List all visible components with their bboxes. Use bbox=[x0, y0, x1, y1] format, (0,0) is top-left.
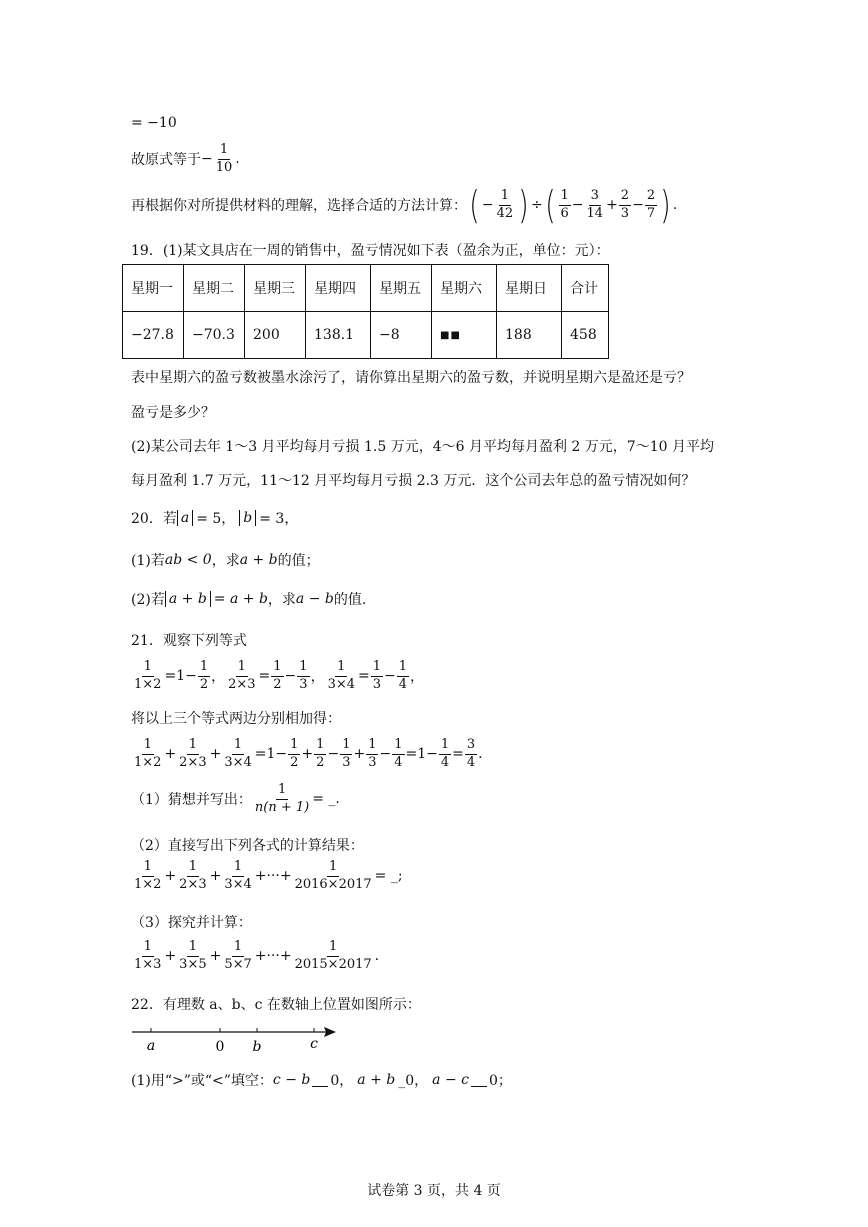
label-0: 0 bbox=[215, 1039, 225, 1055]
fraction: $\frac{1}{3}$ bbox=[368, 737, 377, 770]
minus: − bbox=[379, 746, 392, 763]
left-paren: ( bbox=[544, 183, 556, 227]
fraction: $\frac{1}{3}$ bbox=[342, 737, 351, 770]
table-header-row bbox=[123, 265, 609, 312]
q19-p1-line1: 表中星期六的盈亏数被墨水涂污了，请你算出星期六的盈亏数，并说明星期六是盈还是亏？ bbox=[131, 370, 691, 386]
comma: ， bbox=[310, 669, 325, 686]
minus-sign: − bbox=[201, 151, 213, 168]
q20-p1-mid: ，求 bbox=[211, 553, 240, 569]
fraction: $\frac{1}{2}$ bbox=[290, 737, 299, 770]
conclusion-line bbox=[131, 143, 240, 176]
abs-b: b bbox=[239, 510, 256, 526]
fraction: $\frac{1}{2\times 3}$ bbox=[179, 859, 207, 892]
answer-blank[interactable] bbox=[312, 1074, 328, 1087]
comma: ， bbox=[211, 669, 226, 686]
page-footer: 试卷第 3 页，共 4 页 bbox=[367, 1183, 501, 1199]
fraction: $\frac{1}{1\times 2}$ bbox=[134, 737, 162, 770]
table-header-cell: 星期六 bbox=[432, 265, 497, 312]
fraction: $\frac{1}{n(n + 1)}$ bbox=[254, 782, 310, 815]
expr: =1− bbox=[164, 668, 197, 685]
fraction: $\frac{1}{10}$ bbox=[215, 142, 233, 175]
division-sign: ÷ bbox=[530, 197, 543, 213]
expr: =1− bbox=[405, 746, 438, 763]
fraction: $\frac{1}{2016\times 2017}$ bbox=[294, 859, 372, 892]
equals-five: = 5， bbox=[196, 511, 236, 527]
label-c: c bbox=[310, 1036, 318, 1052]
q21-p2-tail: = _; bbox=[374, 868, 403, 885]
q20-p2-prefix: (2)若 bbox=[131, 592, 165, 608]
fraction: $\frac{1}{2\times 3}$ bbox=[228, 659, 256, 692]
table-header-cell: 合计 bbox=[562, 265, 609, 312]
q21-p1-label: （1）猜想并写出： bbox=[131, 792, 252, 809]
q20-p1-expr: a + b bbox=[239, 552, 278, 568]
right-paren: ) bbox=[660, 183, 671, 227]
abs-sum: a + b bbox=[165, 591, 211, 607]
abs-a: a bbox=[177, 510, 193, 526]
task-text: 再根据你对所提供材料的理解，选择合适的方法计算： bbox=[131, 198, 467, 214]
table-header-cell: 星期三 bbox=[245, 265, 306, 312]
q19-p2-line2: 每月盈利 1.7 万元，11～12 月平均每月亏损 2.3 万元．这个公司去年总的盈亏情况如何？ bbox=[131, 473, 696, 489]
q21-p1-tail: = _. bbox=[312, 791, 340, 808]
plus: + bbox=[164, 948, 177, 965]
left-paren: ( bbox=[469, 183, 480, 227]
expr-a-plus-b: a + b bbox=[357, 1072, 396, 1088]
fraction: $\frac{1}{6}$ bbox=[560, 187, 569, 221]
table-cell: 138.1 bbox=[306, 312, 371, 359]
period: . bbox=[672, 197, 678, 213]
q20-lead: 20．若 bbox=[131, 511, 177, 527]
plus: + bbox=[301, 746, 314, 763]
fraction: $\frac{1}{42}$ bbox=[496, 187, 514, 221]
number-line bbox=[120, 1022, 350, 1058]
fraction: $\frac{1}{3\times 4}$ bbox=[224, 737, 252, 770]
fraction: $\frac{1}{3}$ bbox=[299, 659, 308, 692]
q20-p2 bbox=[131, 589, 366, 609]
q21-sum-line bbox=[131, 738, 483, 771]
q20-p1-suffix: 的值； bbox=[277, 553, 320, 569]
period: . bbox=[235, 151, 240, 168]
plus: + bbox=[164, 868, 177, 885]
label-b: b bbox=[252, 1039, 262, 1055]
plus: + bbox=[164, 746, 177, 763]
q20-p2-suffix: 的值. bbox=[333, 592, 367, 608]
minus: − bbox=[284, 668, 297, 685]
fraction: $\frac{1}{3}$ bbox=[372, 659, 382, 692]
q20-p1-cond: ab < 0 bbox=[164, 552, 212, 568]
right-paren: ) bbox=[518, 183, 529, 227]
q21-p3-label: （3）探究并计算： bbox=[131, 915, 252, 931]
equals: = bbox=[452, 746, 464, 763]
equals-three: = 3， bbox=[259, 511, 299, 527]
q21-sum-text: 将以上三个等式两边分别相加得： bbox=[131, 711, 341, 727]
operator: − bbox=[632, 197, 644, 213]
table-header-cell: 星期日 bbox=[497, 265, 562, 312]
q20-p1-prefix: (1)若 bbox=[131, 553, 165, 569]
table-header-cell: 星期一 bbox=[123, 265, 184, 312]
table-cell: −27.8 bbox=[123, 312, 184, 359]
fraction: $\frac{3}{4}$ bbox=[466, 737, 476, 770]
table-header-cell: 星期五 bbox=[371, 265, 432, 312]
q21-p1 bbox=[131, 783, 340, 816]
conclusion-text: 故原式等于 bbox=[131, 152, 201, 169]
fraction: $\frac{2}{7}$ bbox=[646, 187, 656, 221]
expr: =1− bbox=[254, 746, 288, 763]
fraction: $\frac{1}{3\times 4}$ bbox=[327, 659, 355, 692]
table-cell: 458 bbox=[562, 312, 609, 359]
table-cell: −70.3 bbox=[184, 312, 245, 359]
fraction: $\frac{1}{2}$ bbox=[316, 737, 325, 770]
tail: _0， bbox=[398, 1073, 429, 1089]
q22-fill bbox=[131, 1070, 512, 1090]
q22-fill-prefix: (1)用“>”或“<”填空： bbox=[131, 1073, 273, 1089]
q22-intro: 22．有理数 a、b、c 在数轴上位置如图所示： bbox=[131, 997, 421, 1013]
q20-p1 bbox=[131, 550, 320, 570]
fraction: $\frac{1}{5\times 7}$ bbox=[224, 939, 252, 972]
table-header-cell: 星期四 bbox=[306, 265, 371, 312]
plus: + bbox=[209, 868, 222, 885]
plus: + bbox=[209, 746, 222, 763]
expr-a-minus-c: a − c bbox=[432, 1072, 469, 1088]
sales-table bbox=[122, 264, 609, 359]
operator: − bbox=[571, 197, 584, 213]
plus: + bbox=[209, 948, 222, 965]
q21-p3-expr bbox=[131, 940, 379, 973]
comma: ， bbox=[410, 669, 425, 686]
fraction: $\frac{1}{1\times 2}$ bbox=[134, 859, 162, 892]
table-header-cell: 星期二 bbox=[184, 265, 245, 312]
fraction: $\frac{1}{3\times 4}$ bbox=[224, 859, 252, 892]
label-a: a bbox=[146, 1038, 156, 1054]
equals: = bbox=[358, 668, 370, 685]
expr-c-minus-b: c − b bbox=[272, 1072, 311, 1088]
q20-p2-mid: ，求 bbox=[267, 592, 296, 608]
table-cell: −8 bbox=[371, 312, 432, 359]
fraction: $\frac{1}{2}$ bbox=[199, 659, 209, 692]
equation-line: = −10 bbox=[131, 115, 177, 131]
fraction: $\frac{1}{2015\times 2017}$ bbox=[294, 939, 372, 972]
q21-examples bbox=[131, 660, 424, 693]
q21-p2-label: （2）直接写出下列各式的计算结果： bbox=[131, 838, 364, 854]
operator: + bbox=[606, 197, 618, 213]
minus-sign: − bbox=[481, 197, 494, 213]
fraction: $\frac{2}{3}$ bbox=[620, 187, 630, 221]
fraction: $\frac{1}{4}$ bbox=[440, 737, 450, 770]
fraction: $\frac{1}{2}$ bbox=[273, 659, 282, 692]
fraction: $\frac{1}{1\times 2}$ bbox=[134, 659, 162, 692]
q20-p2-expr: a − b bbox=[295, 591, 334, 607]
tail: 0； bbox=[488, 1073, 512, 1089]
table-row bbox=[123, 312, 609, 359]
ellipsis: +···+ bbox=[254, 948, 292, 965]
minus: − bbox=[384, 668, 396, 685]
fraction: $\frac{1}{2\times 3}$ bbox=[179, 737, 207, 770]
q19-p2-line1: (2)某公司去年 1～3 月平均每月亏损 1.5 万元，4～6 月平均每月盈利 2 万元，7～10 月平均 bbox=[131, 439, 714, 455]
ink-smudge-cell: ■■ bbox=[432, 312, 497, 359]
q20-intro bbox=[131, 508, 298, 528]
q21-title: 21．观察下列等式 bbox=[131, 633, 247, 649]
equals: = bbox=[258, 668, 271, 685]
q21-p2-expr bbox=[131, 860, 403, 893]
plus: + bbox=[353, 746, 366, 763]
fraction: $\frac{1}{1\times 3}$ bbox=[134, 939, 162, 972]
table-cell: 188 bbox=[497, 312, 562, 359]
q19-p1-line2: 盈亏是多少？ bbox=[131, 405, 215, 421]
ellipsis: +···+ bbox=[254, 868, 292, 885]
table-cell: 200 bbox=[245, 312, 306, 359]
fraction: $\frac{1}{4}$ bbox=[398, 659, 408, 692]
period: . bbox=[478, 746, 483, 763]
fraction: $\frac{3}{14}$ bbox=[586, 187, 604, 221]
fraction: $\frac{1}{4}$ bbox=[394, 737, 403, 770]
minus: − bbox=[327, 746, 340, 763]
tail: 0， bbox=[330, 1073, 354, 1089]
fraction: $\frac{1}{3\times 5}$ bbox=[179, 939, 207, 972]
q19-intro: 19．(1)某文具店在一周的销售中，盈亏情况如下表（盈余为正，单位：元）： bbox=[131, 243, 610, 259]
task-line bbox=[131, 183, 678, 227]
answer-blank[interactable] bbox=[471, 1074, 487, 1087]
q20-p2-eq: = a + b bbox=[213, 591, 268, 607]
period: . bbox=[374, 948, 380, 965]
